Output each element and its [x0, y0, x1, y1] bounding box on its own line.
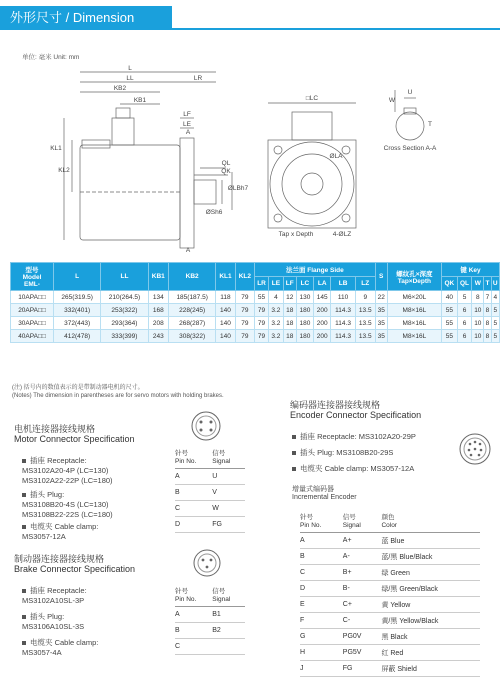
cell-w: 8 — [472, 291, 484, 304]
note-en: (Notes) The dimension in parentheses are for servo motors with holding brakes. — [12, 393, 224, 399]
col-KB1: KB1 — [148, 263, 168, 291]
pin-row — [175, 469, 245, 485]
cell-l: 412(478) — [54, 330, 101, 343]
cell-le: 3.2 — [269, 317, 284, 330]
signal-cell: C- — [343, 613, 382, 629]
cell-kl2: 79 — [235, 317, 254, 330]
dim-LB: ØLBh7 — [227, 185, 249, 192]
col-KL1: KL1 — [216, 263, 235, 291]
cell-lr: 79 — [255, 317, 269, 330]
cell-s: 35 — [375, 330, 387, 343]
color-cell: 黑 Black — [381, 629, 480, 645]
pin-cell: H — [300, 645, 343, 661]
cell-la: 200 — [314, 317, 331, 330]
cell-kl2: 79 — [235, 330, 254, 343]
cell-kl1: 140 — [216, 317, 235, 330]
cell-model: 20APA□□ — [11, 304, 54, 317]
cell-w: 10 — [472, 304, 484, 317]
bullet-icon — [22, 459, 26, 463]
cell-t: 8 — [484, 330, 491, 343]
bullet-icon — [22, 525, 26, 529]
pin-row — [300, 629, 480, 645]
signal-header: 信号 Signal — [212, 588, 245, 607]
cell-lf: 18 — [283, 330, 296, 343]
brake-pin-table — [175, 588, 245, 655]
cell-tap: M6×20L — [387, 291, 441, 304]
signal-cell: B- — [343, 581, 382, 597]
cell-ll: 293(364) — [101, 317, 148, 330]
cell-u: 4 — [491, 291, 499, 304]
brake-connector-icon — [192, 548, 222, 578]
cell-l: 372(443) — [54, 317, 101, 330]
cell-kb1: 243 — [148, 330, 168, 343]
dim-LR: LR — [193, 75, 203, 82]
signal-cell: B1 — [212, 607, 245, 623]
color-cell: 蓝/黑 Blue/Black — [381, 549, 480, 565]
encoder-clamp: 电缆夹 Cable clamp: MS3057-12A — [292, 464, 414, 474]
table-row — [11, 291, 500, 304]
unit-label: 单位: 毫米 Unit: mm — [22, 54, 80, 61]
pin-row — [300, 645, 480, 661]
cell-l: 265(319.5) — [54, 291, 101, 304]
color-cell: 绿/黑 Green/Black — [381, 581, 480, 597]
pin-row — [300, 565, 480, 581]
cell-model: 40APA□□ — [11, 330, 54, 343]
cell-qk: 55 — [442, 330, 458, 343]
signal-cell: PG0V — [343, 629, 382, 645]
bullet-icon — [22, 641, 26, 645]
cell-lc: 180 — [296, 317, 313, 330]
brake-conn-title-cn: 制动器连接器接线规格 — [14, 554, 105, 564]
cell-kb1: 134 — [148, 291, 168, 304]
bullet-icon — [292, 435, 296, 439]
cell-ll: 333(399) — [101, 330, 148, 343]
col-LZ: LZ — [355, 277, 375, 291]
cell-t: 8 — [484, 317, 491, 330]
cell-ql: 6 — [457, 317, 472, 330]
table-row — [11, 317, 500, 330]
cell-w: 10 — [472, 317, 484, 330]
cell-lz: 13.5 — [355, 330, 375, 343]
section-A-bottom: A — [185, 247, 191, 254]
pin-cell: D — [300, 581, 343, 597]
pin-row — [175, 517, 245, 533]
cell-la: 200 — [314, 330, 331, 343]
cell-qk: 40 — [442, 291, 458, 304]
cell-kb2: 228(245) — [169, 304, 216, 317]
cell-la: 200 — [314, 304, 331, 317]
col-LC: LC — [296, 277, 313, 291]
color-cell: 红 Red — [381, 645, 480, 661]
cell-lf: 18 — [283, 317, 296, 330]
pin-header: 针号 Pin No. — [175, 588, 212, 607]
col-flange: 法兰面 Flange Side — [255, 263, 376, 277]
motor-connector-icon — [190, 410, 222, 442]
cell-u: 5 — [491, 304, 499, 317]
cell-lr: 55 — [255, 291, 269, 304]
flange — [180, 138, 194, 248]
cell-u: 5 — [491, 330, 499, 343]
col-KL2: KL2 — [235, 263, 254, 291]
dim-S: ØSh6 — [205, 209, 223, 216]
dim-LE: LE — [183, 121, 191, 128]
dim-LA: ØLA — [329, 153, 343, 160]
cell-kb1: 168 — [148, 304, 168, 317]
encoder-pin-table — [300, 514, 480, 677]
cell-kl1: 140 — [216, 304, 235, 317]
dim-LC: □LC — [305, 95, 319, 102]
pin-cell: C — [175, 639, 212, 655]
cell-kl2: 79 — [235, 291, 254, 304]
pin-row — [300, 581, 480, 597]
cell-lr: 79 — [255, 304, 269, 317]
encoder-receptacle: 插座 Receptacle: MS3102A20-29P — [292, 432, 416, 442]
cell-ll: 210(264.5) — [101, 291, 148, 304]
dim-LL: LL — [126, 75, 134, 82]
pin-row — [175, 501, 245, 517]
bullet-icon — [22, 615, 26, 619]
col-LR: LR — [255, 277, 269, 291]
cross-section-label: Cross Section A-A — [383, 145, 437, 152]
bullet-icon — [22, 589, 26, 593]
pin-cell: B — [175, 623, 212, 639]
pin-cell: B — [175, 485, 212, 501]
brake-receptacle: 插座 Receptacle: MS3102A10SL-3P — [22, 586, 87, 605]
brake-conn-title-en: Brake Connector Specification — [14, 564, 136, 574]
bullet-icon — [22, 493, 26, 497]
cell-lc: 180 — [296, 304, 313, 317]
pin-row — [300, 533, 480, 549]
color-cell: 绿 Green — [381, 565, 480, 581]
col-W: W — [472, 277, 484, 291]
cell-lf: 18 — [283, 304, 296, 317]
dim-LF: LF — [183, 111, 191, 118]
cell-ll: 253(322) — [101, 304, 148, 317]
col-S: S — [375, 263, 387, 291]
cell-s: 22 — [375, 291, 387, 304]
cell-u: 5 — [491, 317, 499, 330]
col-LL: LL — [101, 263, 148, 291]
cell-lr: 79 — [255, 330, 269, 343]
cell-le: 3.2 — [269, 304, 284, 317]
pin-cell: F — [300, 613, 343, 629]
col-L: L — [54, 263, 101, 291]
col-QL: QL — [457, 277, 472, 291]
cell-ql: 6 — [457, 330, 472, 343]
cell-tap: M8×16L — [387, 304, 441, 317]
motor-pin-table — [175, 450, 245, 533]
pin-cell: A — [175, 607, 212, 623]
col-T: T — [484, 277, 491, 291]
col-U: U — [491, 277, 499, 291]
encoder-sub-cn: 增量式编码器 — [292, 486, 334, 493]
col-QK: QK — [442, 277, 458, 291]
shaft-section — [396, 112, 424, 140]
signal-cell: B2 — [212, 623, 245, 639]
encoder-plug: 插头 Plug: MS3108B20-29S — [292, 448, 393, 458]
pin-row — [300, 597, 480, 613]
color-cell: 蓝 Blue — [381, 533, 480, 549]
motor-body — [80, 145, 180, 240]
brake-clamp: 电缆夹 Cable clamp: MS3057-4A — [22, 638, 99, 657]
dimension-table — [10, 262, 500, 343]
shaft — [194, 180, 216, 204]
cell-kl1: 118 — [216, 291, 235, 304]
dim-tap: Tap x Depth — [278, 231, 314, 238]
dim-KB2: KB2 — [113, 85, 127, 92]
cell-s: 35 — [375, 317, 387, 330]
cell-qk: 55 — [442, 317, 458, 330]
pin-cell: C — [175, 501, 212, 517]
pin-cell: A — [300, 533, 343, 549]
cell-lf: 12 — [283, 291, 296, 304]
pin-header: 针号 Pin No. — [300, 514, 343, 533]
cell-t: 8 — [484, 304, 491, 317]
pin-cell: B — [300, 549, 343, 565]
col-LF: LF — [283, 277, 296, 291]
color-cell: 屏蔽 Shield — [381, 661, 480, 677]
pin-header: 针号 Pin No. — [175, 450, 212, 469]
section-A-top: A — [185, 129, 191, 136]
bullet-icon — [292, 451, 296, 455]
dim-U: U — [407, 89, 413, 96]
cell-w: 10 — [472, 330, 484, 343]
cell-ql: 6 — [457, 304, 472, 317]
encoder-conn-title-en: Encoder Connector Specification — [290, 410, 422, 420]
signal-cell: A+ — [343, 533, 382, 549]
header-title: 外形尺寸 / Dimension — [10, 10, 135, 25]
cell-lb: 114.3 — [331, 304, 355, 317]
motor-plug: 插头 Plug: MS3108B20-4S (LC=130) MS3108B22-22S (LC=180) — [22, 490, 113, 519]
bullet-icon — [292, 467, 296, 471]
encoder-sub-en: Incremental Encoder — [292, 494, 357, 501]
encoder-conn-title-cn: 编码器连接器接线规格 — [290, 400, 381, 410]
cell-kb2: 308(322) — [169, 330, 216, 343]
color-cell: 黄 Yellow — [381, 597, 480, 613]
pin-row — [175, 639, 245, 655]
encoder-connector-icon — [458, 432, 492, 466]
dim-KB1: KB1 — [133, 97, 147, 104]
col-key: 键 Key — [442, 263, 500, 277]
col-KB2: KB2 — [169, 263, 216, 291]
pin-cell: G — [300, 629, 343, 645]
connector-box — [112, 118, 134, 145]
table-row — [11, 330, 500, 343]
cell-ql: 5 — [457, 291, 472, 304]
col-LA: LA — [314, 277, 331, 291]
cell-model: 30APA□□ — [11, 317, 54, 330]
cell-lb: 114.3 — [331, 317, 355, 330]
pin-cell: D — [175, 517, 212, 533]
cell-lz: 9 — [355, 291, 375, 304]
signal-cell: FG — [343, 661, 382, 677]
color-cell: 黄/黑 Yellow/Black — [381, 613, 480, 629]
col-tap: 螺纹孔×深度 Tap×Depth — [387, 263, 441, 291]
pin-row — [300, 661, 480, 677]
cell-kl2: 79 — [235, 304, 254, 317]
cell-kb2: 268(287) — [169, 317, 216, 330]
dim-KL2: KL2 — [58, 167, 70, 174]
pin-row — [175, 607, 245, 623]
motor-clamp: 电缆夹 Cable clamp: MS3057-12A — [22, 522, 99, 541]
pin-row — [175, 485, 245, 501]
signal-header: 信号 Signal — [343, 514, 382, 533]
pin-cell: C — [300, 565, 343, 581]
cell-t: 7 — [484, 291, 491, 304]
cell-qk: 55 — [442, 304, 458, 317]
cell-model: 10APA□□ — [11, 291, 54, 304]
signal-cell: PG5V — [343, 645, 382, 661]
dim-T: T — [428, 121, 432, 128]
motor-receptacle: 插座 Receptacle: MS3102A20-4P (LC=130) MS3102A22-22P (LC=180) — [22, 456, 113, 485]
signal-cell: B+ — [343, 565, 382, 581]
signal-cell — [212, 639, 245, 655]
dim-KL1: KL1 — [50, 145, 62, 152]
pin-cell: A — [175, 469, 212, 485]
signal-header: 信号 Signal — [212, 450, 245, 469]
cell-lb: 114.3 — [331, 330, 355, 343]
cell-tap: M8×16L — [387, 317, 441, 330]
pin-cell: E — [300, 597, 343, 613]
cell-kb2: 185(187.5) — [169, 291, 216, 304]
pin-cell: J — [300, 661, 343, 677]
signal-cell: V — [212, 485, 245, 501]
cell-lz: 13.5 — [355, 304, 375, 317]
cell-lb: 110 — [331, 291, 355, 304]
dim-QK: QK — [221, 168, 231, 175]
signal-cell: U — [212, 469, 245, 485]
table-row — [11, 304, 500, 317]
brake-plug: 插头 Plug: MS3106A10SL-3S — [22, 612, 85, 631]
cell-l: 332(401) — [54, 304, 101, 317]
signal-cell: A- — [343, 549, 382, 565]
dim-L: L — [128, 65, 132, 72]
cell-s: 35 — [375, 304, 387, 317]
note-cn: (注) 括号内的数值表示的是带制动器电机的尺寸。 — [12, 385, 144, 391]
signal-cell: FG — [212, 517, 245, 533]
col-model: 型号 Model EML- — [11, 263, 54, 291]
cell-lz: 13.5 — [355, 317, 375, 330]
pin-row — [300, 613, 480, 629]
signal-cell: W — [212, 501, 245, 517]
cell-kb1: 208 — [148, 317, 168, 330]
pin-row — [175, 623, 245, 639]
col-LE: LE — [269, 277, 284, 291]
cell-kl1: 140 — [216, 330, 235, 343]
motor-conn-title-cn: 电机连接器接线规格 — [14, 424, 96, 434]
dim-W: W — [388, 97, 396, 104]
col-LB: LB — [331, 277, 355, 291]
cell-la: 145 — [314, 291, 331, 304]
front-flange — [268, 140, 356, 228]
color-header: 颜色 Color — [381, 514, 480, 533]
cell-le: 3.2 — [269, 330, 284, 343]
cell-lc: 130 — [296, 291, 313, 304]
cell-lc: 180 — [296, 330, 313, 343]
dim-QL: QL — [221, 160, 231, 167]
cell-tap: M8×16L — [387, 330, 441, 343]
motor-conn-title-en: Motor Connector Specification — [14, 434, 135, 444]
cell-le: 4 — [269, 291, 284, 304]
signal-cell: C+ — [343, 597, 382, 613]
dim-LZ: 4-ØLZ — [332, 231, 352, 238]
dimension-drawing — [0, 0, 500, 262]
pin-row — [300, 549, 480, 565]
